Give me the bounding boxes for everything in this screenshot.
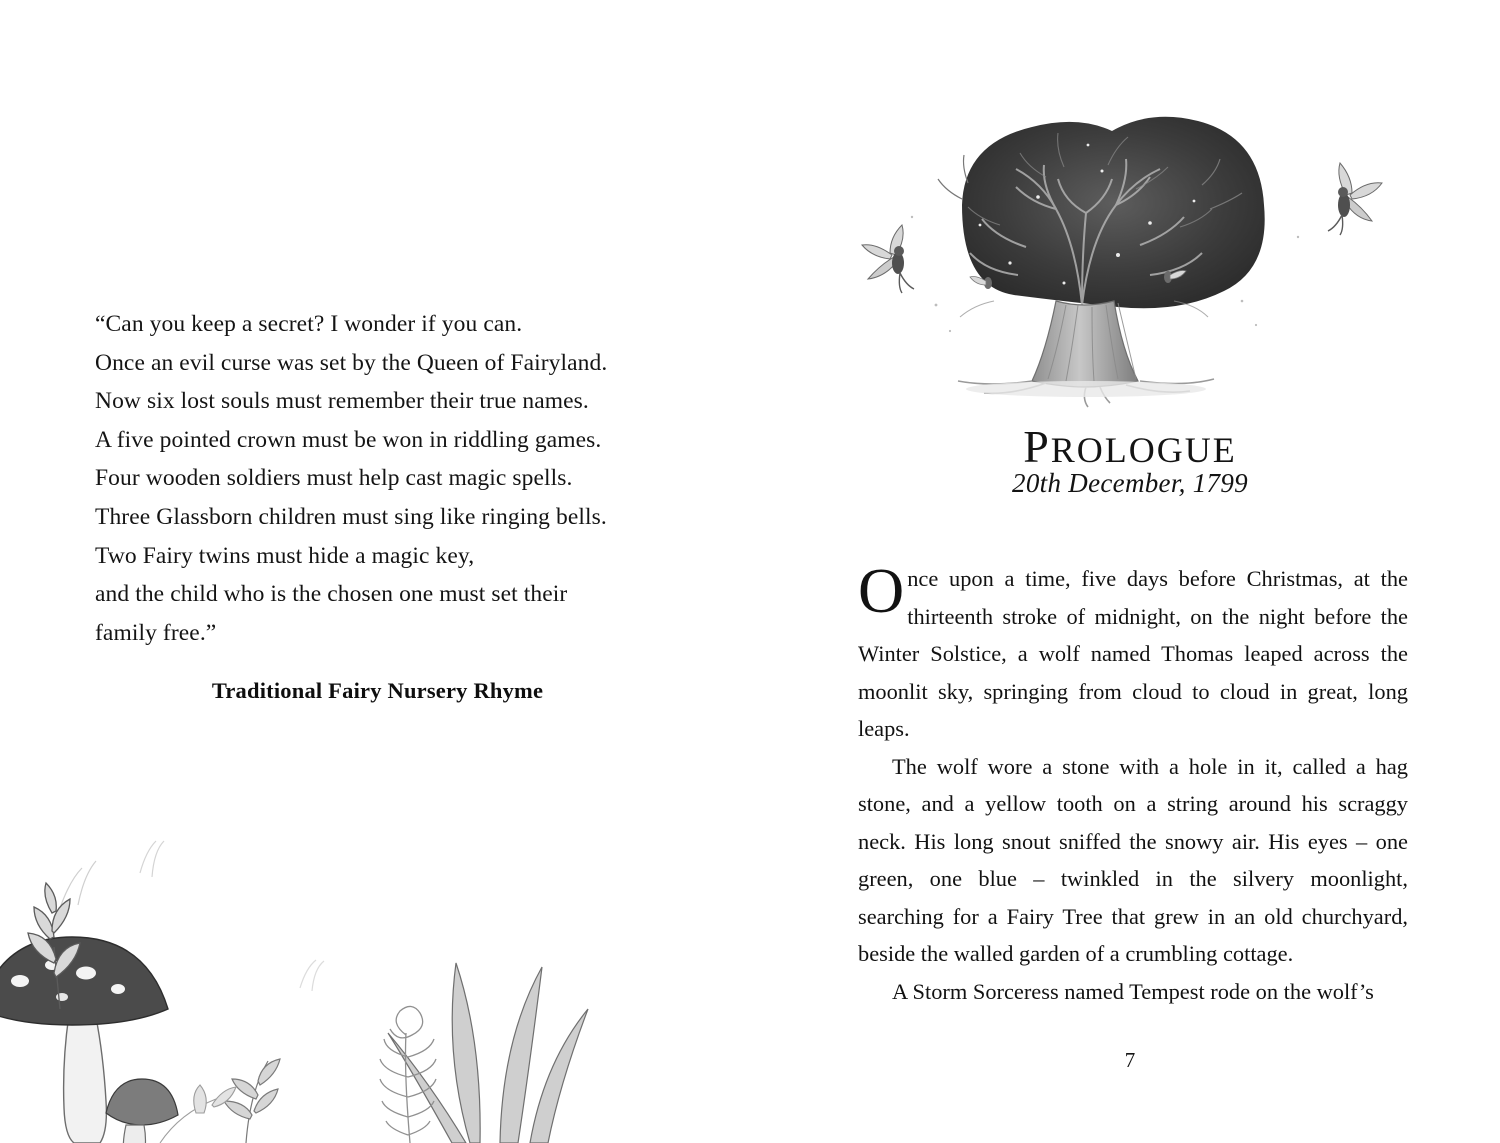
paragraph-first xyxy=(858,555,1408,748)
chapter-date: 20th December, 1799 xyxy=(1012,468,1248,498)
fairy-left xyxy=(862,225,914,293)
rhyme-line: “Can you keep a secret? I wonder if you can. xyxy=(95,311,523,337)
rhyme-attribution: Traditional Fairy Nursery Rhyme xyxy=(211,678,544,703)
page-number: 7 xyxy=(1124,1048,1136,1072)
fairy-right xyxy=(1328,163,1382,235)
nursery-rhyme xyxy=(95,305,655,652)
paragraph: The wolf wore a stone with a hole in it, called a hag stone, and a yellow tooth on a string around his scraggy neck. His long snout sniffed the snowy air. His eyes – one green, one blue – twinkled in the silvery moonlight, searching for a Fairy Tree that grew in an old churchyard, beside the walled garden of a crumbling cottage. xyxy=(858,753,1408,966)
fern-illustration xyxy=(380,1006,436,1143)
right-page xyxy=(750,0,1500,1143)
rhyme-line: Four wooden soldiers must help cast magic spells. xyxy=(95,465,573,492)
tree-canopy xyxy=(962,117,1265,309)
tree-trunk xyxy=(1032,301,1138,387)
chapter-title-rest: ROLOGUE xyxy=(1050,430,1237,470)
mushroom-and-ferns-illustration xyxy=(0,813,640,1143)
rhyme-line: Two Fairy twins must hide a magic key, xyxy=(95,542,475,569)
fairy-small xyxy=(970,277,992,290)
mushroom-small-cap xyxy=(106,1079,178,1125)
chapter-title xyxy=(860,420,1400,473)
paragraph-text: nce upon a time, five days before Christmas, at the thirteenth stroke of midnight, on the night before the Winter Solstice, a wolf named Thomas leaped across the moonlit sky, springing from cloud to cloud in great, long leaps. xyxy=(858,566,1408,741)
chapter-title-initial: P xyxy=(1023,421,1051,472)
rhyme-line: A five pointed crown must be won in riddling games. xyxy=(95,426,602,453)
paragraph: A Storm Sorceress named Tempest rode on the wolf’s xyxy=(892,978,1374,1004)
mushroom-stem xyxy=(64,1008,107,1143)
rhyme-line: Three Glassborn children must sing like ringing bells. xyxy=(95,503,607,530)
rhyme-line: family free.” xyxy=(95,619,217,646)
rhyme-line: Once an evil curse was set by the Queen of Fairyland. xyxy=(95,349,608,376)
rhyme-line: and the child who is the chosen one must set their xyxy=(95,581,568,608)
mushroom-cap xyxy=(0,937,168,1025)
body-text xyxy=(858,555,1408,1010)
fairy-tree-with-fairies-illustration xyxy=(850,105,1410,425)
drop-cap: O xyxy=(858,555,905,626)
rhyme-line: Now six lost souls must remember their true names. xyxy=(95,388,589,415)
